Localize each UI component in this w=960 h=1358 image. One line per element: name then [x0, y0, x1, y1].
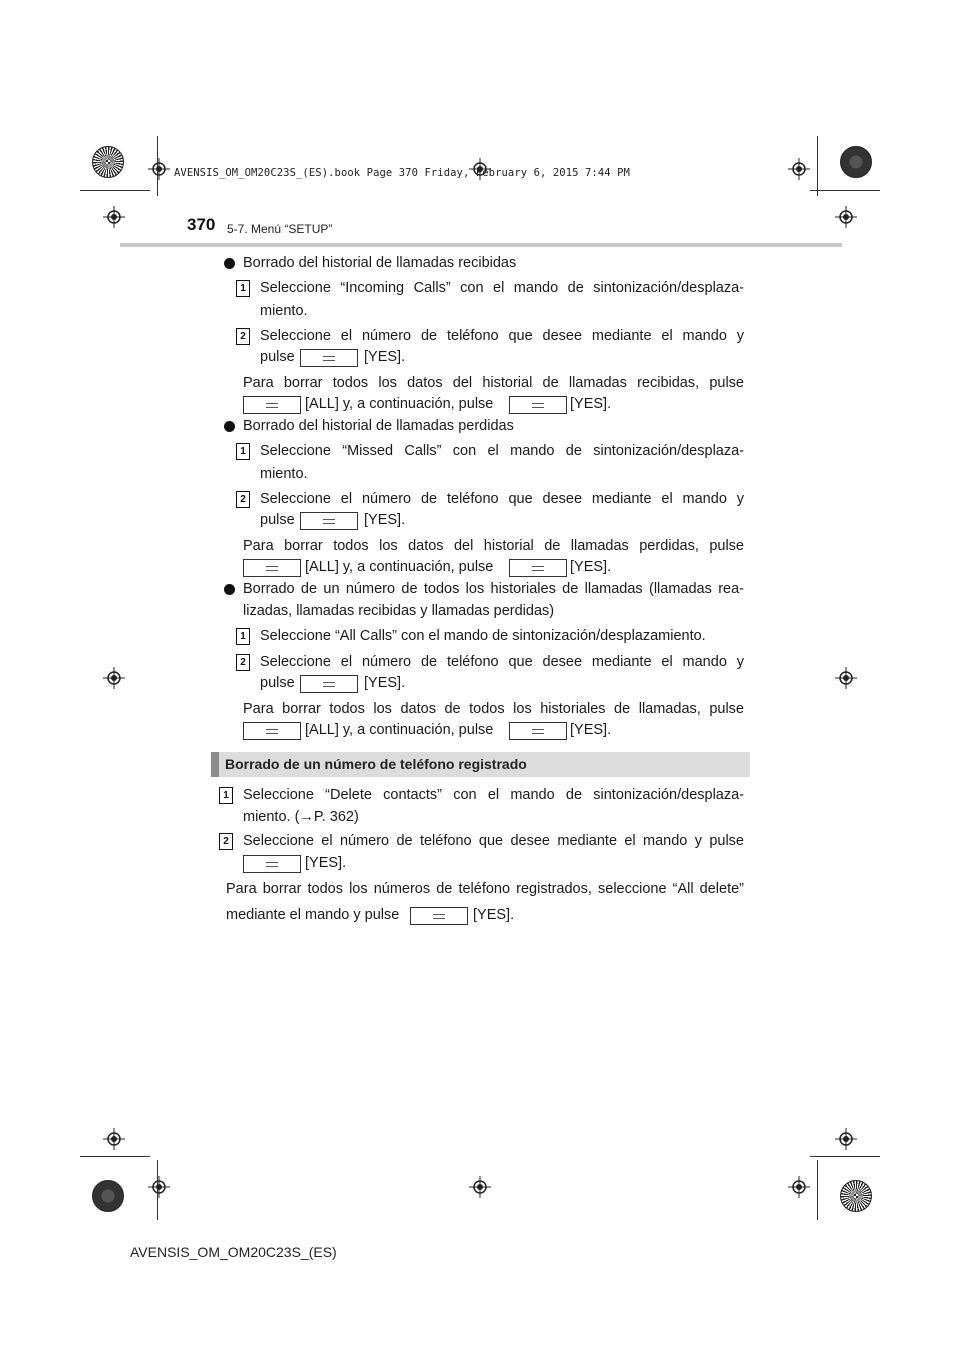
step-text: Seleccione “Incoming Calls” con el mando de sintonización/desplaza-: [260, 280, 744, 296]
tune-knob-button-icon: [509, 559, 567, 577]
step-text: pulse: [260, 349, 295, 365]
crosshair-registration-icon: [103, 206, 125, 228]
note-text: Para borrar todos los números de teléfono registrados, seleccione “All delete”: [226, 881, 744, 897]
color-wheel-icon: [840, 146, 872, 178]
crosshair-registration-icon: [835, 1128, 857, 1150]
crosshair-registration-icon: [469, 1176, 491, 1198]
step-text: miento. (→P. 362): [243, 809, 359, 825]
step-text: miento.: [260, 466, 308, 482]
note-text: [ALL] y, a continuación, pulse: [305, 396, 494, 412]
step-text: pulse: [260, 675, 295, 691]
crosshair-registration-icon: [148, 158, 170, 180]
color-wheel-icon: [92, 1180, 124, 1212]
step-text: [YES].: [364, 512, 406, 528]
color-wheel-icon: [92, 146, 124, 178]
step-text: Seleccione “Delete contacts” con el mando de sintonización/desplaza-: [243, 787, 744, 803]
note-text: [ALL] y, a continuación, pulse: [305, 722, 494, 738]
section-title: 5-7. Menú “SETUP”: [227, 222, 333, 236]
step-text: Seleccione el número de teléfono que desee mediante el mando y pulse: [243, 833, 744, 849]
crosshair-registration-icon: [788, 1176, 810, 1198]
step-text: pulse: [260, 512, 295, 528]
note-text: [YES].: [570, 396, 612, 412]
bullet-dot-icon: [224, 258, 235, 269]
tune-knob-button-icon: [509, 396, 567, 414]
step-number-1: 1: [236, 280, 250, 297]
step-number-2: 2: [219, 833, 233, 850]
step-text: Seleccione el número de teléfono que desee mediante el mando y: [260, 654, 744, 670]
note-text: [YES].: [570, 559, 612, 575]
tune-knob-button-icon: [243, 396, 301, 414]
block-title-received: Borrado del historial de llamadas recibidas: [243, 255, 517, 271]
crosshair-registration-icon: [835, 667, 857, 689]
crosshair-registration-icon: [103, 1128, 125, 1150]
bullet-dot-icon: [224, 584, 235, 595]
bullet-dot-icon: [224, 421, 235, 432]
step-number-2: 2: [236, 328, 250, 345]
crosshair-registration-icon: [103, 667, 125, 689]
crosshair-registration-icon: [835, 206, 857, 228]
band-accent: [211, 752, 219, 777]
tune-knob-button-icon: [300, 675, 358, 693]
note-text: [YES].: [570, 722, 612, 738]
tune-knob-button-icon: [410, 907, 468, 925]
step-number-1: 1: [236, 443, 250, 460]
note-text: [ALL] y, a continuación, pulse: [305, 559, 494, 575]
color-wheel-icon: [840, 1180, 872, 1212]
crosshair-registration-icon: [788, 158, 810, 180]
step-text: [YES].: [305, 855, 347, 871]
block-title-all: Borrado de un número de todos los historiales de llamadas (llamadas rea-: [243, 581, 744, 597]
step-number-2: 2: [236, 491, 250, 508]
step-text: [YES].: [364, 349, 406, 365]
step-number-1: 1: [219, 787, 233, 804]
step-text: [YES].: [364, 675, 406, 691]
tune-knob-button-icon: [243, 722, 301, 740]
step-text: Seleccione “Missed Calls” con el mando de sintonización/desplaza-: [260, 443, 744, 459]
step-number-1: 1: [236, 628, 250, 645]
tune-knob-button-icon: [243, 855, 301, 873]
note-text: Para borrar todos los datos de todos los historiales de llamadas, pulse: [243, 701, 744, 717]
note-text: Para borrar todos los datos del historial de llamadas recibidas, pulse: [243, 375, 744, 391]
step-text: miento.: [260, 303, 308, 319]
block-title-missed: Borrado del historial de llamadas perdidas: [243, 418, 514, 434]
crosshair-registration-icon: [148, 1176, 170, 1198]
book-info-line: AVENSIS_OM_OM20C23S_(ES).book Page 370 Friday, February 6, 2015 7:44 PM: [174, 167, 630, 179]
tune-knob-button-icon: [243, 559, 301, 577]
tune-knob-button-icon: [300, 349, 358, 367]
footer-code: AVENSIS_OM_OM20C23S_(ES): [130, 1244, 337, 1260]
step-number-2: 2: [236, 654, 250, 671]
tune-knob-button-icon: [509, 722, 567, 740]
tune-knob-button-icon: [300, 512, 358, 530]
header-rule: [120, 243, 842, 247]
section-heading: Borrado de un número de teléfono registrado: [225, 756, 527, 772]
note-text: mediante el mando y pulse: [226, 907, 400, 923]
section-heading-band: [211, 752, 750, 777]
step-text: Seleccione el número de teléfono que desee mediante el mando y: [260, 491, 744, 507]
step-text: Seleccione el número de teléfono que desee mediante el mando y: [260, 328, 744, 344]
page-number: 370: [187, 215, 216, 234]
block-title-all: lizadas, llamadas recibidas y llamadas perdidas): [243, 603, 555, 619]
note-text: [YES].: [473, 907, 515, 923]
step-text: Seleccione “All Calls” con el mando de sintonización/desplazamiento.: [260, 628, 706, 644]
note-text: Para borrar todos los datos del historial de llamadas perdidas, pulse: [243, 538, 744, 554]
